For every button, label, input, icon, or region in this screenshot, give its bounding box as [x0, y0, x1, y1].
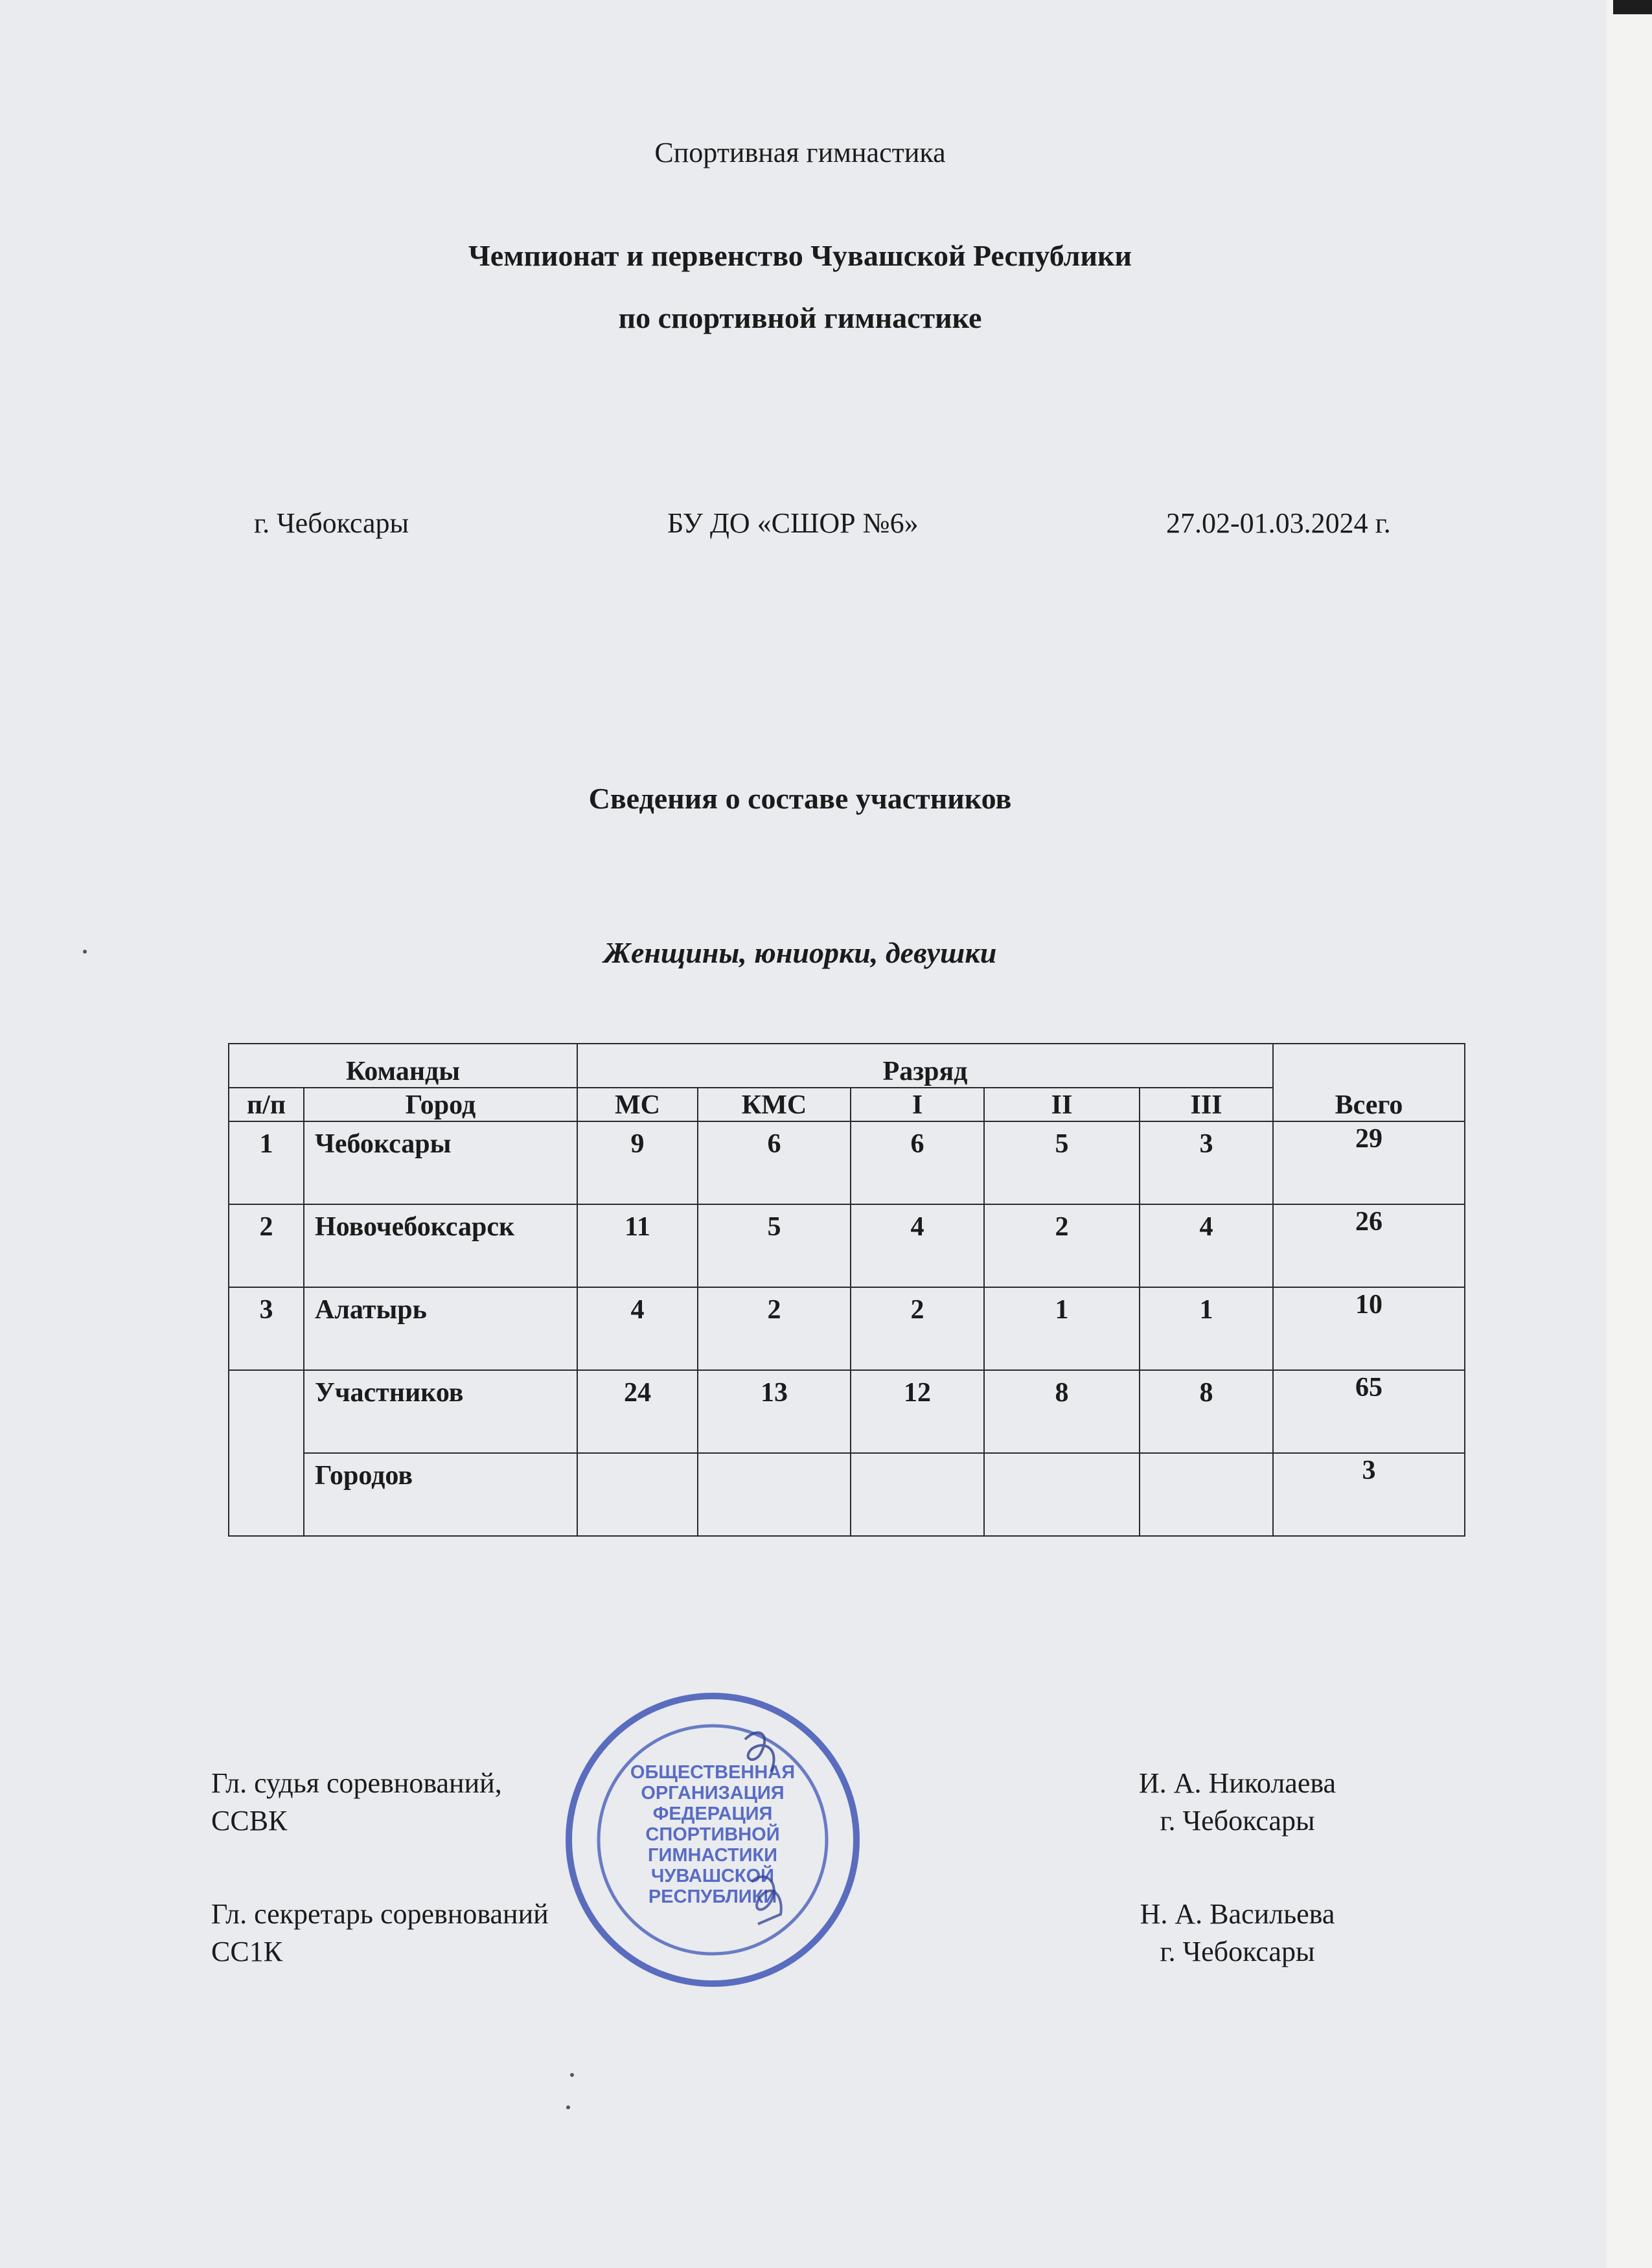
competition-title-line1: Чемпионат и первенство Чувашской Республики	[468, 239, 1132, 272]
participants-ms: 24	[577, 1370, 698, 1453]
cell-rank-3: 4	[1140, 1204, 1273, 1287]
cell-kms: 6	[698, 1121, 851, 1204]
scan-speck	[83, 950, 87, 954]
secretary-name: Н. А. Васильева	[1140, 1898, 1335, 1930]
scan-speck	[570, 2073, 574, 2077]
svg-text:ГИМНАСТИКИ: ГИМНАСТИКИ	[648, 1845, 777, 1866]
empty-cell	[698, 1453, 851, 1536]
summary-num-cell	[229, 1370, 304, 1536]
judge-signature-block	[1069, 1765, 1406, 1840]
cell-total: 26	[1273, 1204, 1465, 1287]
header-rank-2: II	[984, 1088, 1140, 1121]
empty-cell	[984, 1453, 1140, 1536]
table-row	[229, 1204, 1465, 1287]
judge-role-line2: ССВК	[211, 1805, 288, 1837]
svg-text:ОРГАНИЗАЦИЯ: ОРГАНИЗАЦИЯ	[641, 1783, 785, 1804]
header-city: Город	[304, 1088, 577, 1121]
venue-organization: БУ ДО «СШОР №6»	[667, 507, 919, 539]
cell-ms: 9	[577, 1121, 698, 1204]
secretary-role-line1: Гл. секретарь соревнований	[211, 1898, 549, 1930]
table-row	[229, 1287, 1465, 1370]
scan-speck	[566, 2105, 570, 2109]
table-row	[229, 1121, 1465, 1204]
table-header-row-1	[229, 1044, 1465, 1088]
header-total: Всего	[1273, 1044, 1465, 1121]
secretary-signature-block	[1069, 1896, 1406, 1971]
scan-edge	[1607, 0, 1652, 2268]
competition-title-line2: по спортивной гимнастике	[618, 301, 982, 334]
empty-cell	[1140, 1453, 1273, 1536]
row-num: 1	[229, 1121, 304, 1204]
row-city: Новочебоксарск	[304, 1204, 577, 1287]
cell-ms: 4	[577, 1287, 698, 1370]
cities-total: 3	[1273, 1453, 1465, 1536]
venue-city: г. Чебоксары	[254, 507, 409, 539]
participants-rank-3: 8	[1140, 1370, 1273, 1453]
svg-text:СПОРТИВНОЙ: СПОРТИВНОЙ	[645, 1824, 780, 1845]
row-city: Алатырь	[304, 1287, 577, 1370]
cell-ms: 11	[577, 1204, 698, 1287]
cell-kms: 2	[698, 1287, 851, 1370]
participants-table	[228, 1043, 1465, 1537]
section-title: Сведения о составе участников	[588, 782, 1012, 815]
empty-cell	[577, 1453, 698, 1536]
header-rank: Разряд	[577, 1044, 1273, 1088]
secretary-role	[211, 1896, 549, 1971]
judge-role-line1: Гл. судья соревнований,	[211, 1767, 502, 1799]
header-num: п/п	[229, 1088, 304, 1121]
cell-rank-1: 6	[851, 1121, 984, 1204]
cell-rank-2: 2	[984, 1204, 1140, 1287]
svg-text:ЧУВАШСКОЙ: ЧУВАШСКОЙ	[650, 1866, 775, 1886]
cell-total: 29	[1273, 1121, 1465, 1204]
row-city: Чебоксары	[304, 1121, 577, 1204]
secretary-city: г. Чебоксары	[1160, 1936, 1315, 1967]
row-num: 3	[229, 1287, 304, 1370]
participants-total: 65	[1273, 1370, 1465, 1453]
participants-total-row	[229, 1370, 1465, 1453]
judge-role	[211, 1765, 502, 1840]
group-title: Женщины, юниорки, девушки	[603, 936, 997, 969]
cell-rank-2: 1	[984, 1287, 1140, 1370]
svg-text:ОБЩЕСТВЕННАЯ: ОБЩЕСТВЕННАЯ	[630, 1762, 796, 1783]
header-rank-1: I	[851, 1088, 984, 1121]
header-teams: Команды	[229, 1044, 577, 1088]
judge-name: И. А. Николаева	[1138, 1767, 1337, 1799]
secretary-role-line2: СС1К	[211, 1936, 283, 1967]
participants-rank-1: 12	[851, 1370, 984, 1453]
header-rank-ms: МС	[577, 1088, 698, 1121]
cell-kms: 5	[698, 1204, 851, 1287]
cell-total: 10	[1273, 1287, 1465, 1370]
participants-kms: 13	[698, 1370, 851, 1453]
sport-name: Спортивная гимнастика	[654, 137, 946, 168]
cities-label: Городов	[304, 1453, 577, 1536]
empty-cell	[851, 1453, 984, 1536]
cell-rank-1: 2	[851, 1287, 984, 1370]
svg-text:ФЕДЕРАЦИЯ: ФЕДЕРАЦИЯ	[652, 1804, 773, 1824]
header-rank-3: III	[1140, 1088, 1273, 1121]
participants-rank-2: 8	[984, 1370, 1140, 1453]
header-rank-kms: КМС	[698, 1088, 851, 1121]
scan-corner-mark	[1613, 0, 1652, 14]
cell-rank-1: 4	[851, 1204, 984, 1287]
cities-total-row	[229, 1453, 1465, 1536]
venue-dates: 27.02-01.03.2024 г.	[1166, 507, 1391, 539]
judge-city: г. Чебоксары	[1160, 1805, 1315, 1837]
row-num: 2	[229, 1204, 304, 1287]
official-stamp	[557, 1688, 868, 1992]
cell-rank-2: 5	[984, 1121, 1140, 1204]
cell-rank-3: 3	[1140, 1121, 1273, 1204]
cell-rank-3: 1	[1140, 1287, 1273, 1370]
participants-label: Участников	[304, 1370, 577, 1453]
svg-text:РЕСПУБЛИКИ: РЕСПУБЛИКИ	[648, 1886, 777, 1907]
